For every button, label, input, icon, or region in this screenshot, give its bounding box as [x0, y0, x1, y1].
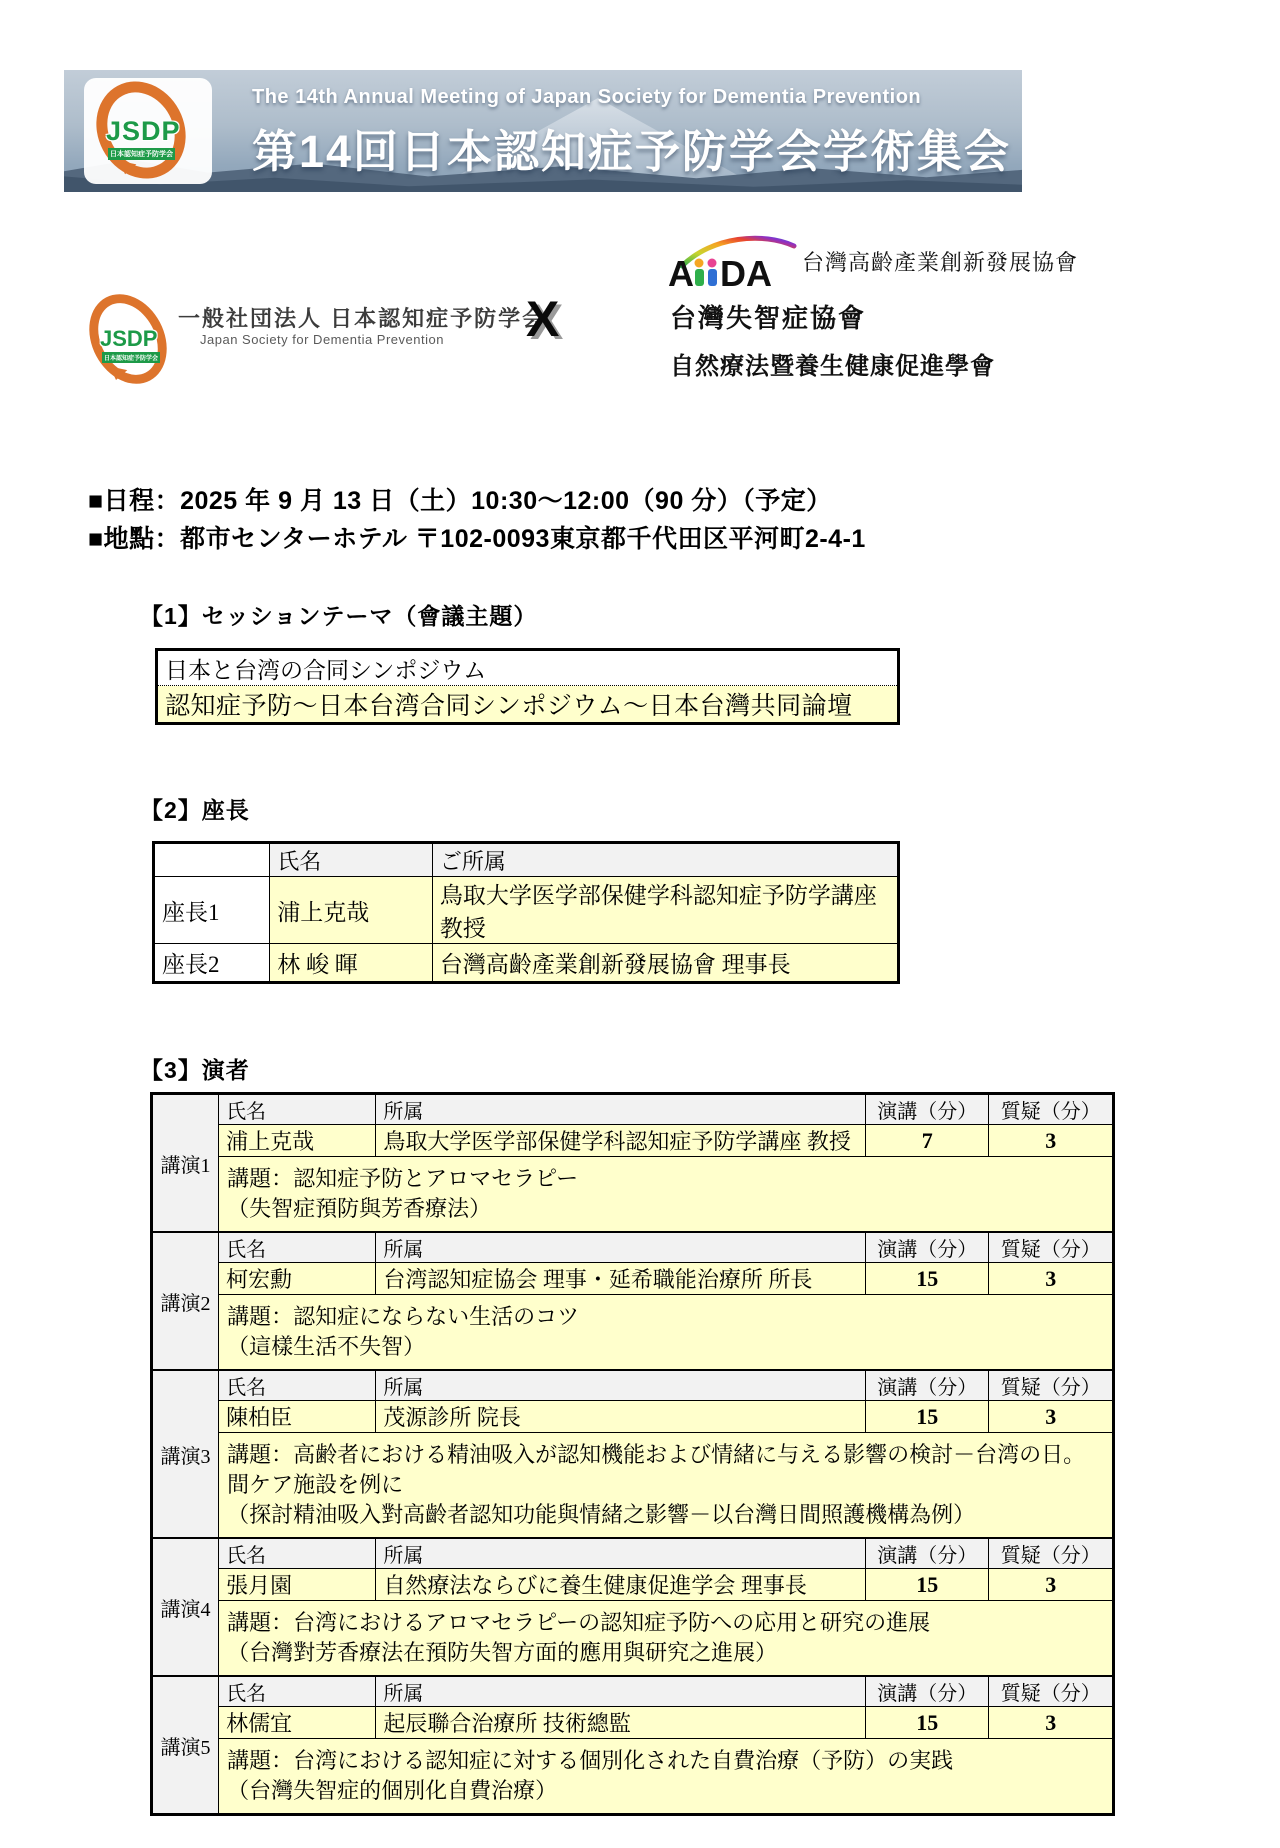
speaker-name: 張月園	[219, 1569, 376, 1601]
aiida-logo-icon	[668, 232, 800, 290]
chair-label: 座長1	[154, 877, 270, 944]
speaker-talk-minutes: 7	[865, 1125, 988, 1157]
svg-text:A: A	[668, 253, 694, 290]
speaker-row	[152, 1125, 1114, 1157]
topic-line: 講題：認知症にならない生活のコツ	[227, 1304, 580, 1329]
speaker-affiliation: 台湾認知症協会 理事・延希職能治療所 所長	[376, 1263, 866, 1295]
speaker-qa-minutes: 3	[989, 1707, 1114, 1739]
section2-heading: 【2】座長	[140, 797, 250, 823]
topic-line: 間ケア施設を例に	[227, 1472, 404, 1497]
topic-line: （台灣失智症的個別化自費治療）	[227, 1778, 558, 1803]
speakers-header-affiliation: 所属	[376, 1094, 866, 1125]
speaker-row	[152, 1707, 1114, 1739]
speaker-talk-minutes: 15	[865, 1263, 988, 1295]
jsdp-logo-subtext: 日本認知症予防学会	[102, 352, 160, 363]
speaker-talk-minutes: 15	[865, 1707, 988, 1739]
speaker-row	[152, 1401, 1114, 1433]
speakers-header-talk: 演講（分）	[865, 1232, 988, 1263]
chair-row	[154, 877, 899, 944]
speakers-header-affiliation: 所属	[376, 1676, 866, 1707]
jsdp-organization-name: 一般社団法人 日本認知症予防学会	[178, 306, 547, 331]
jsdp-logo-small	[86, 288, 172, 392]
speaker-topic	[219, 1739, 1114, 1815]
speaker-block-header	[152, 1232, 1114, 1263]
aiida-organization-name: 台灣高齡產業創新發展協會	[802, 249, 1079, 275]
schedule-line: ■日程：2025 年 9 月 13 日（土）10:30～12:00（90 分）（予定）	[88, 487, 832, 515]
session-theme-jp: 日本と台湾の合同シンポジウム	[157, 650, 899, 686]
speakers-header-affiliation: 所属	[376, 1232, 866, 1263]
speaker-block-label: 講演2	[152, 1232, 219, 1370]
speaker-affiliation: 鳥取大学医学部保健学科認知症予防学講座 教授	[376, 1125, 866, 1157]
chair-name: 林 峻 暉	[270, 944, 433, 983]
svg-text:DA: DA	[720, 253, 772, 290]
speakers-header-name: 氏名	[219, 1676, 376, 1707]
session-theme-table	[155, 648, 900, 725]
aiida-organization-row	[668, 232, 1078, 290]
speaker-topic-row	[152, 1433, 1114, 1539]
chair-affiliation: 鳥取大学医学部保健学科認知症予防学講座 教授	[432, 877, 898, 944]
speaker-talk-minutes: 15	[865, 1401, 988, 1433]
speaker-block-header	[152, 1094, 1114, 1125]
speaker-talk-minutes: 15	[865, 1569, 988, 1601]
speakers-header-name: 氏名	[219, 1538, 376, 1569]
speaker-qa-minutes: 3	[989, 1569, 1114, 1601]
speakers-header-qa: 質疑（分）	[989, 1676, 1114, 1707]
topic-line: 講題：台湾におけるアロマセラピーの認知症予防への応用と研究の進展	[227, 1610, 931, 1635]
speaker-qa-minutes: 3	[989, 1401, 1114, 1433]
speaker-block-header	[152, 1676, 1114, 1707]
natural-therapy-association: 自然療法暨養生健康促進學會	[670, 353, 995, 380]
speaker-name: 柯宏勳	[219, 1263, 376, 1295]
speaker-topic	[219, 1157, 1114, 1233]
chairs-header-empty	[154, 843, 270, 877]
chair-affiliation: 台灣高齡產業創新發展協會 理事長	[432, 944, 898, 983]
jsdp-logo-text: JSDP	[100, 326, 158, 351]
speakers-header-qa: 質疑（分）	[989, 1538, 1114, 1569]
topic-line: 講題：台湾における認知症に対する個別化された自費治療（予防）の実践	[227, 1748, 954, 1773]
speaker-topic-row	[152, 1601, 1114, 1677]
taiwan-dementia-association: 台灣失智症協會	[670, 303, 867, 333]
speaker-row	[152, 1569, 1114, 1601]
speaker-topic	[219, 1601, 1114, 1677]
speakers-header-talk: 演講（分）	[865, 1676, 988, 1707]
chairs-header-affiliation: ご所属	[432, 843, 898, 877]
speaker-affiliation: 自然療法ならびに養生健康促進学会 理事長	[376, 1569, 866, 1601]
speaker-affiliation: 茂源診所 院長	[376, 1401, 866, 1433]
speaker-block-label: 講演5	[152, 1676, 219, 1815]
speaker-qa-minutes: 3	[989, 1125, 1114, 1157]
topic-line: （探討精油吸入對高齡者認知功能與情緒之影響－以台灣日間照護機構為例）	[227, 1502, 976, 1527]
event-banner	[64, 70, 1022, 192]
banner-english-title: The 14th Annual Meeting of Japan Society for Dementia Prevention	[252, 86, 922, 108]
session-theme-joint: 認知症予防～日本台湾合同シンポジウム～日本台灣共同論壇	[157, 686, 899, 724]
speaker-topic	[219, 1295, 1114, 1371]
speaker-topic	[219, 1433, 1114, 1539]
speakers-header-talk: 演講（分）	[865, 1094, 988, 1125]
section3-heading: 【3】演者	[140, 1057, 250, 1083]
jsdp-logo-banner	[84, 78, 212, 184]
speakers-header-talk: 演講（分）	[865, 1370, 988, 1401]
speakers-header-qa: 質疑（分）	[989, 1370, 1114, 1401]
speakers-header-name: 氏名	[219, 1370, 376, 1401]
chair-label: 座長2	[154, 944, 270, 983]
section1-heading: 【1】セッションテーマ（會議主題）	[140, 603, 538, 629]
speaker-name: 浦上克哉	[219, 1125, 376, 1157]
speakers-table	[150, 1092, 1115, 1816]
speaker-block-label: 講演3	[152, 1370, 219, 1538]
jsdp-logo-subtext: 日本認知症予防学会	[108, 148, 175, 160]
speaker-topic-row	[152, 1157, 1114, 1233]
speakers-header-qa: 質疑（分）	[989, 1232, 1114, 1263]
speaker-block-label: 講演1	[152, 1094, 219, 1233]
speaker-row	[152, 1263, 1114, 1295]
speakers-header-name: 氏名	[219, 1232, 376, 1263]
speaker-name: 林儒宜	[219, 1707, 376, 1739]
speakers-header-name: 氏名	[219, 1094, 376, 1125]
chairs-table	[152, 841, 900, 984]
venue-line: ■地點：都市センターホテル 〒102-0093東京都千代田区平河町2-4-1	[88, 525, 866, 553]
banner-japanese-title: 第14回日本認知症予防学会学術集会	[252, 126, 1012, 177]
speaker-block-header	[152, 1538, 1114, 1569]
speaker-topic-row	[152, 1739, 1114, 1815]
chair-name: 浦上克哉	[270, 877, 433, 944]
speakers-header-affiliation: 所属	[376, 1370, 866, 1401]
topic-line: 講題：高齢者における精油吸入が認知機能および情緒に与える影響の検討－台湾の日。	[227, 1442, 1086, 1467]
topic-line: 講題：認知症予防とアロマセラピー	[227, 1166, 579, 1191]
topic-line: （台灣對芳香療法在預防失智方面的應用與研究之進展）	[227, 1640, 778, 1665]
topic-line: （這樣生活不失智）	[227, 1334, 426, 1359]
chair-row	[154, 944, 899, 983]
jsdp-logo-text: JSDP	[106, 116, 181, 146]
speakers-header-talk: 演講（分）	[865, 1538, 988, 1569]
speakers-header-affiliation: 所属	[376, 1538, 866, 1569]
speaker-name: 陳柏臣	[219, 1401, 376, 1433]
topic-line: （失智症預防與芳香療法）	[227, 1196, 492, 1221]
speaker-qa-minutes: 3	[989, 1263, 1114, 1295]
speaker-topic-row	[152, 1295, 1114, 1371]
speaker-block-label: 講演4	[152, 1538, 219, 1676]
banner-titles	[252, 86, 1011, 180]
speaker-affiliation: 起辰聯合治療所 技術總監	[376, 1707, 866, 1739]
collaboration-x-mark: X	[526, 291, 560, 347]
chairs-header-name: 氏名	[270, 843, 433, 877]
speakers-header-qa: 質疑（分）	[989, 1094, 1114, 1125]
speaker-block-header	[152, 1370, 1114, 1401]
jsdp-organization-name-en: Japan Society for Dementia Prevention	[200, 332, 444, 347]
